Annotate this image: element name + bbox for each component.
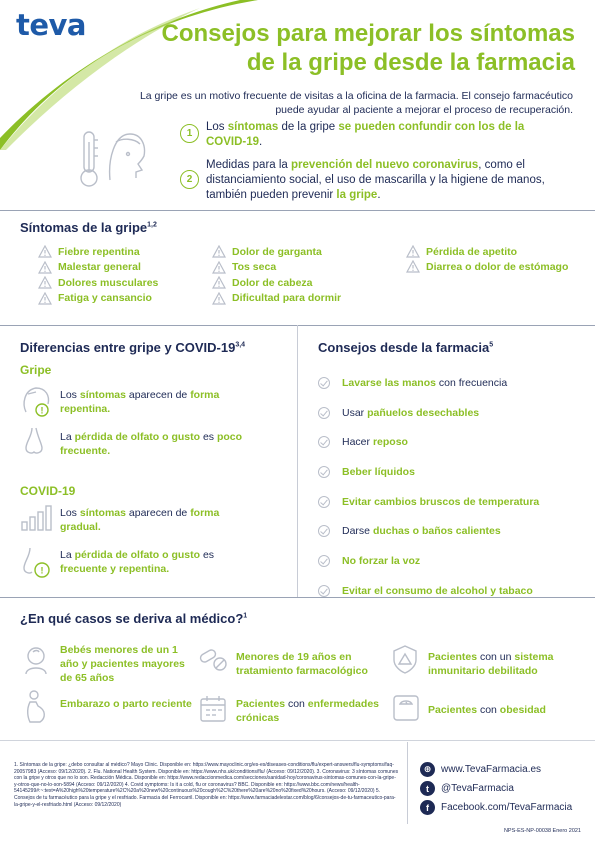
scale-icon: [392, 694, 420, 722]
text-run: obesidad: [499, 704, 546, 716]
nose-alert-icon: [20, 546, 54, 580]
tip-item: [318, 427, 588, 457]
check-circle-icon: [318, 496, 330, 508]
divider-footer: [0, 740, 595, 741]
gripe-label: Gripe: [20, 363, 52, 377]
text-run: poco frecuente.: [60, 431, 243, 457]
text-run: forma repentina.: [60, 389, 220, 415]
symptom-label: Pérdida de apetito: [426, 245, 518, 258]
text-run: Los: [60, 389, 80, 401]
gripe-item-2: [60, 430, 275, 458]
text-run: , como el distanciamiento social, el uso de mascarilla y la higiene de manos, también pueden prevenir: [206, 159, 545, 201]
tip-label: [342, 436, 408, 448]
tip-label: [342, 377, 507, 389]
text-run: Los: [206, 121, 228, 133]
text-run: de la gripe: [278, 121, 339, 133]
check-circle-icon: [318, 585, 330, 597]
text-run: prevención del nuevo coronavirus: [291, 159, 479, 171]
tip-item: [318, 487, 588, 517]
text-run: Embarazo o parto reciente: [60, 698, 192, 710]
symptoms-col-2: [212, 244, 392, 306]
gripe-item-1: [60, 388, 240, 416]
teva-logo: teva: [16, 8, 87, 42]
symptom-item: [38, 291, 208, 307]
svg-text:!: !: [40, 565, 44, 576]
text-run: con: [477, 704, 500, 716]
referral-title: ¿En qué casos se deriva al médico?$^1$: [20, 611, 248, 626]
covid-item-1: [60, 506, 240, 534]
text-run: síntomas: [227, 121, 279, 133]
text-run: pérdida de olfato o gusto: [74, 549, 201, 561]
symptom-label: Dolores musculares: [58, 276, 159, 289]
check-circle-icon: [318, 436, 330, 448]
warning-icon: [38, 245, 52, 258]
text-run: frecuente y repentina.: [60, 563, 170, 575]
baby-icon: [20, 644, 52, 676]
text-run: Lavarse las manos: [342, 376, 436, 389]
text-run: La: [60, 549, 75, 561]
referral-case-2: [236, 650, 396, 678]
divider-vertical: [297, 325, 298, 597]
tip-item: [318, 516, 588, 546]
footer-divider: [407, 742, 408, 824]
differences-title: Diferencias entre gripe y COVID-19$^{3,4}$: [20, 340, 246, 355]
twitter-icon: t: [420, 781, 435, 796]
social-facebook[interactable]: f Facebook.com/TevaFarmacia: [420, 800, 590, 815]
symptoms-title: Síntomas de la gripe$^{1,2}$: [20, 220, 157, 235]
symptom-label: Fatiga y cansancio: [58, 292, 152, 305]
gradual-bars-icon: [20, 504, 52, 532]
check-circle-icon: [318, 466, 330, 478]
text-run: Menores de 19 años en tratamiento farmacológico: [236, 651, 368, 677]
text-run: forma gradual.: [60, 507, 220, 533]
symptom-item: [38, 260, 208, 276]
symptom-label: Malestar general: [58, 261, 141, 274]
tip-label: [342, 407, 479, 419]
text-run: la gripe: [336, 189, 378, 201]
tip-label: [342, 496, 539, 508]
references-text: 1. Síntomas de la gripe: ¿debo consultar al médico? Mayo Clinic. Disponible en: https://www.mayoclinic.org/es-es/diseases-conditions/flu/expert-answers/flu-symptoms/faq-20057983 (Acceso: 09/12/2020). 2. Flu. National Health System. Disponible en: https://www.nhs.uk/conditions/flu/ (Acceso: 09/12/2020). 3. Coronavirus: 3 síntomas comunes con la gripe y otros que no lo son. Redacción Médica. Disponible en: https://www.redaccionmedica.com/secciones/sanidad-hoy/coronavirus-sintomas-comunes-con-la-gripe-y-otros-que-no-lo-son-5894 (Acceso: 09/12/2020) 4. Covid symptoms: Is it a cold, flu or coronavirus? BBC. Disponible en: https://www.bbc.com/news/health-54145299#:~:text=A%20high%20temperature%2C%20a%20new%20continuous%20cough%2C%20there%20are%20no%20fixed%20hours. (Acceso: 09/12/2020) 5. Consejos de tu farmacéutico para la gripe y el resfriado. Farmacia del Ferrocarril. Disponible en: https://www.farmaciadelestar.com/blog/6/consejos-de-tu-farmaceutico-para-la-gripe-y-el-resfriado.html (Acceso: 09/12/2020): [14, 762, 399, 808]
tip-label: [342, 466, 415, 478]
text-run: Los: [60, 507, 80, 519]
text-run: Pacientes: [428, 651, 478, 663]
check-circle-icon: [318, 555, 330, 567]
text-run: es: [200, 431, 217, 443]
warning-icon: [212, 245, 226, 258]
divider-bottom: [0, 597, 595, 598]
warning-icon: [212, 261, 226, 274]
text-run: Pacientes: [428, 704, 478, 716]
text-run: .: [377, 189, 381, 201]
symptom-label: Tos seca: [232, 261, 277, 274]
text-run: Beber líquidos: [342, 465, 415, 478]
symptoms-col-1: [38, 244, 208, 306]
check-circle-icon: [318, 407, 330, 419]
tips-list: [318, 368, 588, 606]
symptom-label: Fiebre repentina: [58, 245, 140, 258]
warning-icon: [38, 276, 52, 289]
text-run: se pueden confundir con los de la COVID-19: [206, 121, 525, 148]
symptom-item: [38, 244, 208, 260]
point-2-text: [206, 158, 556, 203]
point-1-text: [206, 120, 551, 150]
social-twitter[interactable]: t @TevaFarmacia: [420, 781, 590, 796]
text-run: pérdida de olfato o gusto: [74, 431, 201, 443]
text-run: Bebés menores de un 1 año y pacientes mayores de 65 años: [60, 644, 185, 684]
tip-label: [342, 585, 533, 597]
text-run: reposo: [372, 436, 408, 449]
text-run: aparecen de: [125, 507, 191, 519]
globe-icon: ⊕: [420, 762, 435, 777]
point-number-1: 1: [180, 124, 199, 143]
text-run: .: [259, 136, 263, 148]
text-run: No forzar la voz: [342, 554, 421, 567]
text-run: Evitar el consumo de alcohol y tabaco: [342, 584, 533, 597]
pregnancy-icon: [22, 690, 50, 724]
symptom-item: [406, 244, 581, 260]
text-run: es: [200, 549, 215, 561]
social-links: [420, 762, 590, 815]
text-run: enfermedades crónicas: [236, 698, 379, 724]
calendar-icon: [198, 694, 228, 724]
warning-icon: [212, 276, 226, 289]
symptom-item: [406, 260, 581, 274]
text-run: Medidas para la: [206, 159, 292, 171]
referral-case-5: [236, 697, 396, 725]
text-run: Usar: [342, 406, 368, 419]
warning-shield-icon: [392, 644, 418, 674]
pills-icon: [198, 646, 228, 672]
text-run: con frecuencia: [435, 376, 508, 389]
check-circle-icon: [318, 525, 330, 537]
text-run: aparecen de: [125, 389, 191, 401]
facebook-icon: f: [420, 800, 435, 815]
tip-item: [318, 457, 588, 487]
text-run: sistema inmunitario debilitado: [428, 651, 554, 677]
text-run: síntomas: [79, 389, 126, 401]
text-run: Pacientes: [236, 698, 286, 710]
text-run: con: [285, 698, 308, 710]
referral-case-1: [60, 643, 195, 685]
symptom-label: Dolor de garganta: [232, 245, 322, 258]
text-run: Hacer: [342, 436, 373, 449]
svg-text:!: !: [40, 405, 44, 416]
covid-label: COVID-19: [20, 484, 76, 498]
text-run: Evitar cambios bruscos de temperatura: [342, 495, 540, 508]
warning-icon: [38, 261, 52, 274]
tip-item: [318, 546, 588, 576]
referral-case-3: [428, 650, 588, 678]
symptom-item: [38, 275, 208, 291]
intro-text: La gripe es un motivo frecuente de visitas a la oficina de la farmacia. El consejo farmacéutico puede ayudar al paciente a mejorar el proceso de recuperación.: [139, 90, 573, 116]
warning-icon: [38, 292, 52, 305]
warning-icon: [406, 245, 420, 258]
tip-item: [318, 368, 588, 398]
sudden-onset-face-icon: [20, 384, 54, 418]
social-web[interactable]: ⊕ www.TevaFarmacia.es: [420, 762, 590, 777]
referral-case-4: [60, 697, 195, 711]
text-run: Darse: [342, 525, 373, 538]
tips-title: Consejos desde la farmacia$^5$: [318, 340, 494, 355]
tip-label: [342, 525, 501, 537]
point-number-2: 2: [180, 170, 199, 189]
symptom-label: Diarrea o dolor de estómago: [426, 260, 569, 273]
page-title: Consejos para mejorar los síntomas de la gripe desde la farmacia: [161, 20, 575, 76]
symptom-item: [212, 260, 392, 276]
check-circle-icon: [318, 377, 330, 389]
symptoms-col-3: [406, 244, 581, 274]
text-run: pañuelos desechables: [367, 406, 480, 419]
nose-icon: [22, 426, 48, 458]
symptom-item: [212, 244, 392, 260]
warning-icon: [406, 260, 420, 273]
symptom-label: Dolor de cabeza: [232, 276, 313, 289]
tip-label: [342, 555, 420, 567]
symptom-item: [212, 291, 392, 307]
document-code: NPS-ES-NP-00038 Enero 2021: [503, 828, 581, 834]
covid-item-2: [60, 548, 250, 576]
sick-person-thermometer-icon: [80, 120, 150, 192]
referral-case-6: [428, 703, 588, 717]
tip-item: [318, 398, 588, 428]
warning-icon: [212, 292, 226, 305]
text-run: con un: [477, 651, 515, 663]
tip-item: [318, 576, 588, 606]
divider-top: [0, 210, 595, 211]
symptom-label: Dificultad para dormir: [232, 292, 342, 305]
text-run: síntomas: [79, 507, 126, 519]
text-run: La: [60, 431, 75, 443]
text-run: duchas o baños calientes: [372, 525, 501, 538]
symptom-item: [212, 275, 392, 291]
